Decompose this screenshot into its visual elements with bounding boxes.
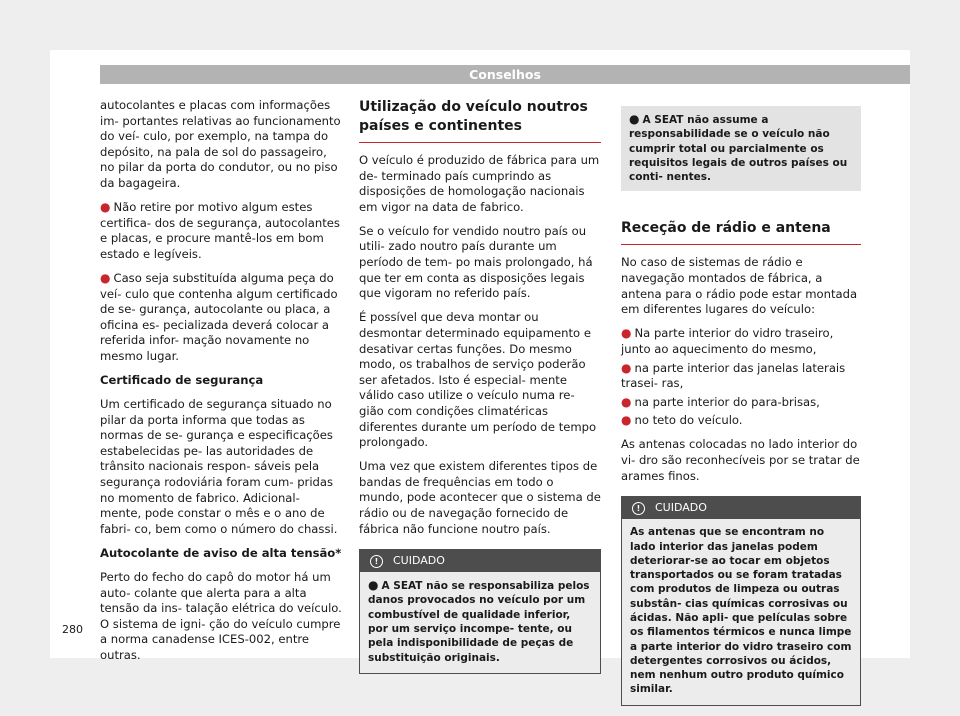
- caution-label: CUIDADO: [393, 554, 445, 568]
- paragraph: Perto do fecho do capô do motor há um auto- colante que alerta para a alta tensão da ins- talação elétrica do veículo. O sistema de igni- ção do veículo cumpre a norma canadense ICES-002, entre outras.: [100, 570, 342, 662]
- page-number: 280: [62, 623, 83, 636]
- caution-body: [360, 572, 600, 673]
- bullet-icon: ●: [621, 413, 632, 428]
- bullet-icon: ●: [368, 578, 379, 593]
- bullet-text: na parte interior do para-brisas,: [634, 394, 820, 409]
- bullet-item: [100, 200, 342, 262]
- note-text: A SEAT não assume a responsabilidade se o veículo não cumprir total ou parcialmente os requisitos legais de outros países ou conti- nentes.: [629, 114, 848, 184]
- caution-label: CUIDADO: [655, 501, 707, 515]
- caution-header: [360, 550, 600, 572]
- document-page: [50, 50, 910, 696]
- column-left: [100, 98, 342, 672]
- warning-icon: !: [632, 502, 645, 515]
- column-right: [621, 106, 861, 716]
- bullet-text: no teto do veículo.: [634, 413, 743, 428]
- paragraph: O veículo é produzido de fábrica para um de- terminado país cumprindo as disposições de homologação nacionais em vigor na data de fabrico.: [359, 153, 600, 214]
- column-middle: [359, 98, 601, 684]
- paragraph: Uma vez que existem diferentes tipos de bandas de frequências em todo o mundo, pode acontecer que o sistema de rádio ou de navegação fornecido de fábrica não funcione noutro país.: [359, 459, 601, 536]
- paragraph: As antenas colocadas no lado interior do vi- dro são reconhecíveis por se tratar de arames finos.: [621, 437, 860, 483]
- bullet-item: [621, 395, 861, 411]
- bullet-item: [100, 271, 342, 365]
- bullet-text: Não retire por motivo algum estes certifica- dos de segurança, autocolantes e placas, e procure mantê-los em bom estado e legíveis.: [100, 200, 340, 261]
- bullet-icon: ●: [100, 270, 111, 285]
- section-title: Utilização do veículo noutros países e continentes: [359, 98, 601, 143]
- caution-header: [622, 497, 860, 519]
- chapter-header: Conselhos: [100, 65, 910, 84]
- subheading: Certificado de segurança: [100, 373, 264, 387]
- bullet-text: Caso seja substituída alguma peça do veí- culo que contenha algum certificado de se- gurança, autocolante ou placa, a oficina es- pecializada deverá colocar a referida infor- mação novamente no mesmo lugar.: [100, 270, 338, 363]
- caution-box: [621, 496, 861, 706]
- note-box: [621, 106, 861, 191]
- paragraph: É possível que deva montar ou desmontar determinado equipamento e desativar certas funções. Do mesmo modo, os trabalhos de serviço poderão ser afetados. Isto é especial- mente válido caso utilize o veículo numa re- gião com condições climatéricas diferentes durante um período de tempo prolongado.: [359, 310, 597, 450]
- subheading: Autocolante de aviso de alta tensão*: [100, 545, 342, 560]
- paragraph: autocolantes e placas com informações im- portantes relativas ao funcionamento do veí- culo, por exemplo, na tampa do depósito, na pala de sol do passageiro, no pilar da porta do condutor, ou no piso da bagageira.: [100, 98, 341, 190]
- bullet-icon: ●: [621, 394, 632, 409]
- caution-body: As antenas que se encontram no lado interior das janelas podem deteriorar-se ao tocar em objetos transportados ou se foram tratadas com produtos de limpeza ou outras substân- cias químicas corrosivas ou ácidas. Não apli- que películas sobre os filamentos térmicos e nunca limpe a parte interior do vidro traseiro com detergentes corrosivos ou ácidos, nem nenhum outro produto químico similar.: [622, 519, 860, 705]
- caution-box: [359, 549, 601, 674]
- bullet-text: na parte interior das janelas laterais trasei- ras,: [621, 360, 846, 391]
- paragraph: No caso de sistemas de rádio e navegação montados de fábrica, a antena para o rádio pode estar montada em diferentes lugares do veículo:: [621, 255, 858, 317]
- bullet-text: Na parte interior do vidro traseiro, junto ao aquecimento do mesmo,: [621, 326, 834, 356]
- bullet-icon: ●: [621, 326, 632, 341]
- warning-icon: !: [370, 555, 383, 568]
- bullet-item: [621, 326, 861, 357]
- paragraph: Se o veículo for vendido noutro país ou utili- zado noutro país durante um período de tem- po mais prolongado, há que ter em conta as disposições legais que vigoram no referido país.: [359, 223, 593, 301]
- bullet-icon: ●: [629, 112, 640, 126]
- bullet-item: [621, 361, 861, 392]
- paragraph: Um certificado de segurança situado no pilar da porta informa que todas as normas de se- gurança e especificações estabelecidas pe- las autoridades de trânsito nacionais respon- sáveis pela segurança rodoviária foram cum- pridas no momento de fabrico. Adicional- mente, pode constar o mês e o ano de fabri- co, bem como o número do chassi.: [100, 397, 338, 536]
- section-title: Receção de rádio e antena: [621, 219, 861, 245]
- caution-text: A SEAT não se responsabiliza pelos danos provocados no veículo por um combustível de qualidade inferior, por um serviço incompe- tente, ou pela indisponibilidade de peças de substituição originais.: [368, 580, 590, 664]
- bullet-icon: ●: [100, 200, 111, 215]
- bullet-icon: ●: [621, 360, 632, 375]
- bullet-item: [621, 413, 861, 429]
